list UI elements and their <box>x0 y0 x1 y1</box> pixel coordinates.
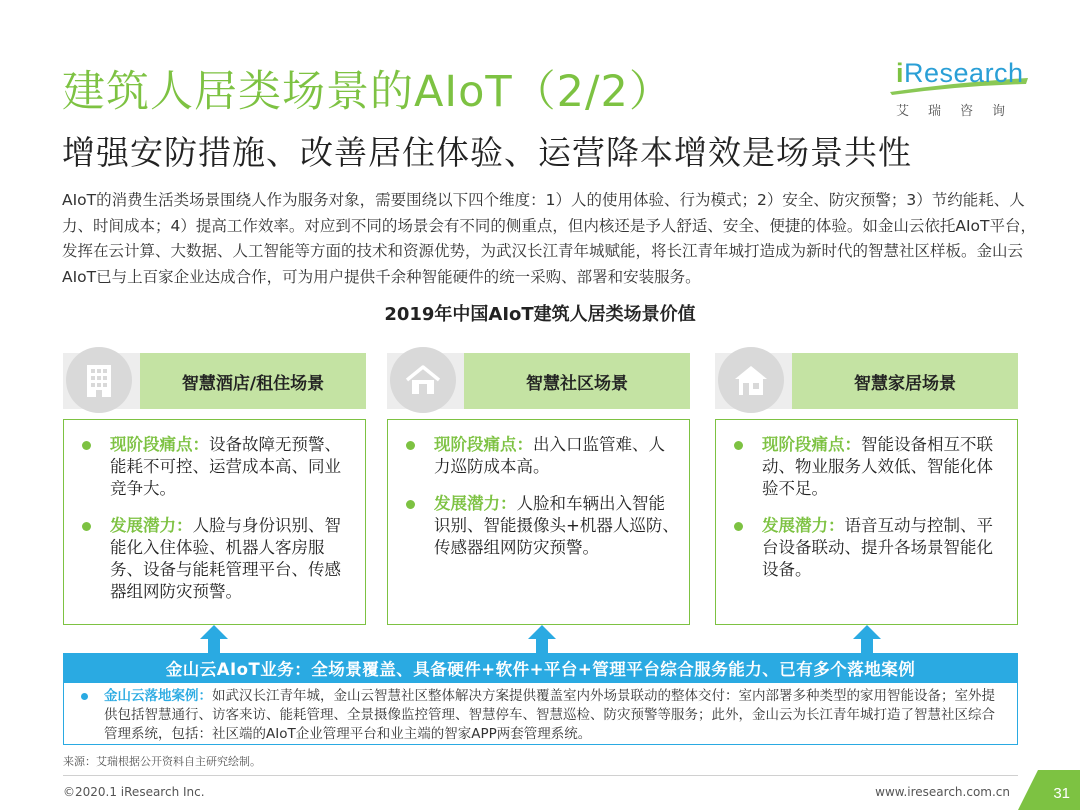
website-link[interactable]: www.iresearch.com.cn <box>875 785 1010 799</box>
case-box <box>63 683 1018 745</box>
arrow-up-icon <box>199 624 229 654</box>
page-subtitle: 增强安防措施、改善居住体验、运营降本增效是场景共性 <box>62 133 912 172</box>
arrow-up-icon <box>527 624 557 654</box>
scene-title: 智慧酒店/租住场景 <box>140 353 366 409</box>
scene-panel-hotel <box>63 345 381 630</box>
scene-card <box>63 419 366 625</box>
building-icon <box>66 347 132 413</box>
pain-point-item: 现阶段痛点：设备故障无预警、能耗不可控、运营成本高、同业竞争大。 <box>78 434 355 500</box>
community-icon <box>390 347 456 413</box>
business-bar: 金山云AIoT业务：全场景覆盖、具备硬件+软件+平台+管理平台综合服务能力、已有多个落地案例 <box>63 653 1018 683</box>
scene-card <box>715 419 1018 625</box>
potential-item: 发展潜力：人脸与身份识别、智能化入住体验、机器人客房服务、设备与能耗管理平台、传感器组网防灾预警。 <box>78 515 355 603</box>
iresearch-logo <box>888 58 1033 120</box>
scene-title: 智慧家居场景 <box>792 353 1018 409</box>
potential-item: 发展潜力：人脸和车辆出入智能识别、智能摄像头+机器人巡防、传感器组网防灾预警。 <box>402 493 679 559</box>
source-note: 来源：艾瑞根据公开资料自主研究绘制。 <box>63 755 261 768</box>
intro-paragraph: AIoT的消费生活类场景围绕人作为服务对象，需要围绕以下四个维度：1）人的使用体验、行为模式；2）安全、防灾预警；3）节约能耗、人力、时间成本；4）提高工作效率。对应到不同的场景会有不同的侧重点，但内核还是予人舒适、安全、便捷的体验。如金山云依托AIoT平台，发挥在云计算、大数据、人工智能等方面的技术和资源优势，为武汉长江青年城赋能，将长江青年城打造成为新时代的智慧社区样板。金山云AIoT已与上百家企业达成合作，可为用户提供千余种智能硬件的统一采购、部署和安装服务。 <box>62 191 1036 286</box>
arrow-up-icon <box>852 624 882 654</box>
copyright: ©2020.1 iResearch Inc. <box>63 785 205 799</box>
page-number: 31 <box>1053 785 1070 802</box>
page-title: 建筑人居类场景的AIoT（2/2） <box>62 67 673 117</box>
logo-chinese: 艾瑞咨询 <box>896 104 1025 119</box>
case-key: 金山云落地案例： <box>104 688 212 704</box>
scene-card <box>387 419 690 625</box>
logo-wordmark: iResearch <box>896 58 1024 88</box>
pain-point-item: 现阶段痛点：出入口监管难、人力巡防成本高。 <box>402 434 679 478</box>
bullet-dot <box>81 693 88 700</box>
chart-title: 2019年中国AIoT建筑人居类场景价值 <box>384 304 696 325</box>
scene-title: 智慧社区场景 <box>464 353 690 409</box>
footer-divider <box>63 775 1018 776</box>
scene-panel-home <box>715 345 1033 630</box>
case-text: 如武汉长江青年城，金山云智慧社区整体解决方案提供覆盖室内外场景联动的整体交付：室内部署多种类型的家用智能设备；室外提供包括智慧通行、访客来访、能耗管理、全景摄像监控管理、智慧停车、智慧巡检、防灾预警等服务；此外，金山云为长江青年城打造了智慧社区综合管理系统，包括：社区端的AIoT企业管理平台和业主端的智家APP两套管理系统。 <box>104 688 995 742</box>
house-icon <box>718 347 784 413</box>
scene-panel-community <box>387 345 705 630</box>
page-corner-shape <box>1018 770 1080 810</box>
potential-item: 发展潜力：语音互动与控制、平台设备联动、提升各场景智能化设备。 <box>730 515 1007 581</box>
pain-point-item: 现阶段痛点：智能设备相互不联动、物业服务人效低、智能化体验不足。 <box>730 434 1007 500</box>
